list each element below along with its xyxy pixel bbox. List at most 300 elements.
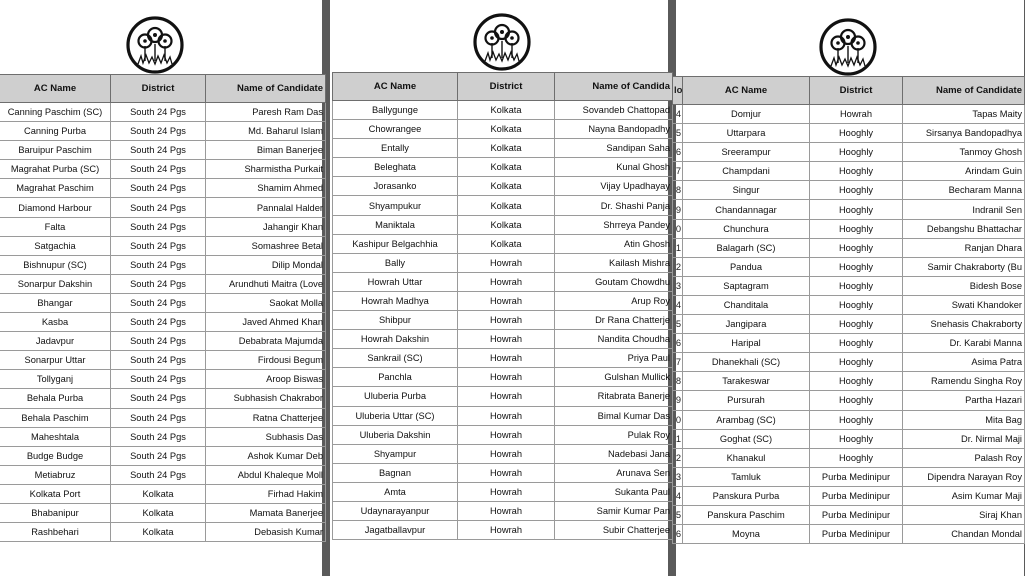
candidate-cell: Snehasis Chakraborty (903, 315, 1025, 334)
table-row (673, 486, 1025, 505)
table-row (333, 349, 673, 368)
candidate-cell: Atin Ghosh (555, 234, 673, 253)
table-row (0, 160, 326, 179)
candidate-cell: Chandan Mondal (903, 525, 1025, 544)
table-row (673, 295, 1025, 314)
row-number: 0 (673, 410, 683, 429)
row-number: 7 (673, 353, 683, 372)
ac-name-cell: Tamluk (683, 467, 810, 486)
table-row (0, 293, 326, 312)
ac-name-cell: Uttarpara (683, 124, 810, 143)
table-row (0, 179, 326, 198)
district-cell: Kolkata (458, 234, 555, 253)
candidate-cell: Subhasish Chakrabor (206, 389, 326, 408)
table-row (0, 313, 326, 332)
row-number: 1 (673, 238, 683, 257)
candidate-cell: Kailash Mishra (555, 253, 673, 272)
candidate-cell: Debangshu Bhattachar (903, 219, 1025, 238)
page-panel-1 (0, 0, 322, 576)
ac-name-cell: Chowrangee (333, 120, 458, 139)
candidate-cell: Shrreya Pandey (555, 215, 673, 234)
district-cell: South 24 Pgs (111, 351, 206, 370)
district-cell: Hooghly (810, 257, 903, 276)
district-cell: South 24 Pgs (111, 103, 206, 122)
candidate-cell: Mamata Banerjee (206, 503, 326, 522)
table-row (0, 484, 326, 503)
table-row (673, 467, 1025, 486)
candidate-cell: Sirsanya Bandopadhya (903, 124, 1025, 143)
district-cell: South 24 Pgs (111, 293, 206, 312)
district-cell: Kolkata (458, 101, 555, 120)
ac-name-cell: Satgachia (0, 236, 111, 255)
district-cell: Howrah (458, 311, 555, 330)
district-cell: South 24 Pgs (111, 313, 206, 332)
district-cell: South 24 Pgs (111, 389, 206, 408)
party-logo-icon (125, 15, 185, 75)
table-row (333, 120, 673, 139)
candidate-cell: Gulshan Mullick (555, 368, 673, 387)
candidate-cell: Pannalal Halder (206, 198, 326, 217)
district-cell: Hooghly (810, 181, 903, 200)
candidate-cell: Tanmoy Ghosh (903, 143, 1025, 162)
candidate-cell: Arunava Sen (555, 463, 673, 482)
ac-name-cell: Singur (683, 181, 810, 200)
ac-name-cell: Chanditala (683, 295, 810, 314)
ac-name-cell: Canning Paschim (SC) (0, 103, 111, 122)
ac-name-header: AC Name (683, 77, 810, 105)
ac-name-header: AC Name (333, 73, 458, 101)
table-row (333, 482, 673, 501)
row-number: 7 (673, 162, 683, 181)
ac-name-cell: Magrahat Paschim (0, 179, 111, 198)
district-cell: South 24 Pgs (111, 446, 206, 465)
ac-name-cell: Arambag (SC) (683, 410, 810, 429)
candidate-cell: Indranil Sen (903, 200, 1025, 219)
table-row (333, 253, 673, 272)
district-cell: Hooghly (810, 353, 903, 372)
party-logo-icon (818, 17, 878, 77)
ac-name-cell: Beleghata (333, 158, 458, 177)
table-row (333, 387, 673, 406)
district-header: District (458, 73, 555, 101)
table-row (333, 406, 673, 425)
row-number: 8 (673, 372, 683, 391)
district-cell: Howrah (458, 253, 555, 272)
district-cell: South 24 Pgs (111, 465, 206, 484)
table-row (0, 122, 326, 141)
ac-name-cell: Maheshtala (0, 427, 111, 446)
ac-name-cell: Saptagram (683, 276, 810, 295)
row-number: 6 (673, 525, 683, 544)
candidate-table-3 (672, 76, 1025, 544)
candidate-header: Name of Candidate (206, 75, 326, 103)
table-row (673, 372, 1025, 391)
ac-name-cell: Uluberia Purba (333, 387, 458, 406)
row-number: 9 (673, 200, 683, 219)
page-panel-2 (330, 0, 668, 576)
candidate-cell: Subir Chatterjee (555, 521, 673, 540)
table-row (333, 444, 673, 463)
district-cell: Kolkata (458, 158, 555, 177)
district-cell: Purba Medinipur (810, 525, 903, 544)
ac-name-cell: Shyampukur (333, 196, 458, 215)
table-row (333, 158, 673, 177)
candidate-cell: Asim Kumar Maji (903, 486, 1025, 505)
row-number: 8 (673, 181, 683, 200)
ac-name-cell: Behala Purba (0, 389, 111, 408)
row-number: 4 (673, 105, 683, 124)
page-panel-3 (676, 0, 1024, 576)
district-cell: South 24 Pgs (111, 427, 206, 446)
table-row (673, 429, 1025, 448)
table-row (673, 525, 1025, 544)
candidate-cell: Somashree Betal (206, 236, 326, 255)
candidate-cell: Nadebasi Jana (555, 444, 673, 463)
district-cell: South 24 Pgs (111, 141, 206, 160)
ac-name-cell: Metiabruz (0, 465, 111, 484)
table-row (333, 272, 673, 291)
table-row (673, 276, 1025, 295)
party-logo-icon (472, 12, 532, 72)
district-cell: Hooghly (810, 124, 903, 143)
candidate-cell: Samir Kumar Pan (555, 501, 673, 520)
row-number: 4 (673, 486, 683, 505)
ac-name-cell: Shyampur (333, 444, 458, 463)
table-row (673, 124, 1025, 143)
ac-name-cell: Kashipur Belgachhia (333, 234, 458, 253)
ac-name-cell: Panskura Purba (683, 486, 810, 505)
table-row (333, 177, 673, 196)
district-cell: Hooghly (810, 448, 903, 467)
table-row (333, 139, 673, 158)
candidate-cell: Tapas Maity (903, 105, 1025, 124)
district-cell: Kolkata (111, 503, 206, 522)
district-cell: Howrah (458, 482, 555, 501)
district-cell: South 24 Pgs (111, 255, 206, 274)
ac-name-cell: Dhanekhali (SC) (683, 353, 810, 372)
row-number: 0 (673, 219, 683, 238)
candidate-cell: Palash Roy (903, 448, 1025, 467)
ac-name-cell: Falta (0, 217, 111, 236)
district-cell: Howrah (458, 425, 555, 444)
table-row (0, 408, 326, 427)
candidate-cell: Firhad Hakim (206, 484, 326, 503)
candidate-cell: Debasish Kumar (206, 523, 326, 542)
candidate-cell: Ratna Chatterjee (206, 408, 326, 427)
district-cell: South 24 Pgs (111, 179, 206, 198)
ac-name-cell: Canning Purba (0, 122, 111, 141)
district-cell: Kolkata (111, 523, 206, 542)
table-row (0, 141, 326, 160)
candidate-cell: Sukanta Paul (555, 482, 673, 501)
ac-name-cell: Domjur (683, 105, 810, 124)
candidate-cell: Ashok Kumar Deb (206, 446, 326, 465)
district-cell: Purba Medinipur (810, 486, 903, 505)
district-cell: Hooghly (810, 315, 903, 334)
candidate-cell: Biman Banerjee (206, 141, 326, 160)
ac-name-cell: Pursurah (683, 391, 810, 410)
table-row (333, 368, 673, 387)
table-row (333, 291, 673, 310)
row-number: 5 (673, 124, 683, 143)
district-cell: Howrah (458, 368, 555, 387)
ac-name-cell: Sonarpur Dakshin (0, 274, 111, 293)
candidate-cell: Abdul Khaleque Moll (206, 465, 326, 484)
table-row (0, 332, 326, 351)
table-row (0, 370, 326, 389)
ac-name-cell: Tollyganj (0, 370, 111, 389)
row-number: 5 (673, 505, 683, 524)
district-cell: South 24 Pgs (111, 160, 206, 179)
row-number: 3 (673, 276, 683, 295)
ac-name-header: AC Name (0, 75, 111, 103)
ac-name-cell: Bagnan (333, 463, 458, 482)
table-row (673, 200, 1025, 219)
district-cell: Kolkata (458, 215, 555, 234)
table-row (0, 255, 326, 274)
ac-name-cell: Budge Budge (0, 446, 111, 465)
ac-name-cell: Jorasanko (333, 177, 458, 196)
district-cell: Hooghly (810, 200, 903, 219)
district-cell: Howrah (810, 105, 903, 124)
candidate-cell: Dilip Mondal (206, 255, 326, 274)
ac-name-cell: Panchla (333, 368, 458, 387)
row-number: 2 (673, 448, 683, 467)
district-cell: Hooghly (810, 391, 903, 410)
candidate-cell: Kunal Ghosh (555, 158, 673, 177)
ac-name-cell: Bally (333, 253, 458, 272)
district-cell: Howrah (458, 501, 555, 520)
district-cell: South 24 Pgs (111, 236, 206, 255)
ac-name-cell: Tarakeswar (683, 372, 810, 391)
district-cell: Kolkata (458, 139, 555, 158)
ac-name-cell: Howrah Dakshin (333, 330, 458, 349)
row-number: 6 (673, 334, 683, 353)
ac-name-cell: Diamond Harbour (0, 198, 111, 217)
district-cell: Hooghly (810, 429, 903, 448)
candidate-cell: Ramendu Singha Roy (903, 372, 1025, 391)
candidate-cell: Bidesh Bose (903, 276, 1025, 295)
table-header-row (0, 75, 326, 103)
ac-name-cell: Bhabanipur (0, 503, 111, 522)
candidate-cell: Pulak Roy (555, 425, 673, 444)
row-number: 6 (673, 143, 683, 162)
district-cell: Hooghly (810, 162, 903, 181)
table-row (673, 238, 1025, 257)
candidate-cell: Arup Roy (555, 291, 673, 310)
ac-name-cell: Jagatballavpur (333, 521, 458, 540)
candidate-cell: Arundhuti Maitra (Love (206, 274, 326, 293)
candidate-cell: Arindam Guin (903, 162, 1025, 181)
candidate-table-2 (332, 72, 673, 540)
table-row (0, 236, 326, 255)
district-cell: South 24 Pgs (111, 198, 206, 217)
ac-name-cell: Baruipur Paschim (0, 141, 111, 160)
district-cell: Kolkata (458, 120, 555, 139)
district-cell: Howrah (458, 521, 555, 540)
row-number: 1 (673, 429, 683, 448)
ac-name-cell: Kasba (0, 313, 111, 332)
table-row (0, 427, 326, 446)
district-cell: Howrah (458, 387, 555, 406)
district-cell: South 24 Pgs (111, 408, 206, 427)
ac-name-cell: Bhangar (0, 293, 111, 312)
table-row (673, 410, 1025, 429)
district-cell: Kolkata (111, 484, 206, 503)
candidate-cell: Nandita Choudha (555, 330, 673, 349)
district-cell: Howrah (458, 291, 555, 310)
candidate-cell: Asima Patra (903, 353, 1025, 372)
district-cell: Howrah (458, 406, 555, 425)
table-row (673, 105, 1025, 124)
candidate-cell: Priya Paul (555, 349, 673, 368)
district-header: District (111, 75, 206, 103)
table-row (0, 389, 326, 408)
candidate-cell: Samir Chakraborty (Bu (903, 257, 1025, 276)
candidate-cell: Paresh Ram Das (206, 103, 326, 122)
district-cell: Hooghly (810, 238, 903, 257)
table-row (0, 523, 326, 542)
ac-name-cell: Uluberia Dakshin (333, 425, 458, 444)
table-row (333, 101, 673, 120)
candidate-cell: Ranjan Dhara (903, 238, 1025, 257)
district-cell: Howrah (458, 272, 555, 291)
district-cell: Howrah (458, 330, 555, 349)
candidate-cell: Vijay Upadhayay (555, 177, 673, 196)
table-row (333, 425, 673, 444)
district-cell: Kolkata (458, 177, 555, 196)
candidate-cell: Goutam Chowdhu (555, 272, 673, 291)
ac-name-cell: Sreerampur (683, 143, 810, 162)
ac-name-cell: Moyna (683, 525, 810, 544)
table-row (333, 215, 673, 234)
row-number: 3 (673, 467, 683, 486)
candidate-cell: Dipendra Narayan Roy (903, 467, 1025, 486)
ac-name-cell: Sankrail (SC) (333, 349, 458, 368)
table-row (333, 521, 673, 540)
ac-name-cell: Bishnupur (SC) (0, 255, 111, 274)
number-header: lo (673, 77, 683, 105)
table-row (0, 217, 326, 236)
candidate-cell: Jahangir Khan (206, 217, 326, 236)
candidate-cell: Dr. Nirmal Maji (903, 429, 1025, 448)
ac-name-cell: Shibpur (333, 311, 458, 330)
candidate-cell: Ritabrata Banerje (555, 387, 673, 406)
candidate-cell: Swati Khandoker (903, 295, 1025, 314)
table-header-row (673, 77, 1025, 105)
table-row (333, 311, 673, 330)
ac-name-cell: Pandua (683, 257, 810, 276)
candidate-cell: Aroop Biswas (206, 370, 326, 389)
table-row (0, 446, 326, 465)
table-row (0, 198, 326, 217)
table-row (673, 315, 1025, 334)
candidate-cell: Md. Baharul Islam (206, 122, 326, 141)
table-row (673, 143, 1025, 162)
candidate-cell: Becharam Manna (903, 181, 1025, 200)
ac-name-cell: Chunchura (683, 219, 810, 238)
candidate-cell: Bimal Kumar Das (555, 406, 673, 425)
district-cell: South 24 Pgs (111, 370, 206, 389)
ac-name-cell: Panskura Paschim (683, 505, 810, 524)
ac-name-cell: Rashbehari (0, 523, 111, 542)
ac-name-cell: Chandannagar (683, 200, 810, 219)
table-row (673, 448, 1025, 467)
candidate-cell: Siraj Khan (903, 505, 1025, 524)
candidate-table-1 (0, 74, 326, 542)
candidate-cell: Dr. Shashi Panja (555, 196, 673, 215)
ac-name-cell: Maniktala (333, 215, 458, 234)
candidate-header: Name of Candida (555, 73, 673, 101)
district-cell: Howrah (458, 463, 555, 482)
candidate-cell: Javed Ahmed Khan (206, 313, 326, 332)
table-row (0, 503, 326, 522)
ac-name-cell: Khanakul (683, 448, 810, 467)
district-cell: Hooghly (810, 295, 903, 314)
candidate-cell: Mita Bag (903, 410, 1025, 429)
district-cell: South 24 Pgs (111, 122, 206, 141)
row-number: 9 (673, 391, 683, 410)
ac-name-cell: Jangipara (683, 315, 810, 334)
ac-name-cell: Entally (333, 139, 458, 158)
candidate-cell: Firdousi Begum (206, 351, 326, 370)
ac-name-cell: Behala Paschim (0, 408, 111, 427)
table-row (333, 196, 673, 215)
candidate-cell: Debabrata Majumda (206, 332, 326, 351)
district-cell: South 24 Pgs (111, 274, 206, 293)
table-row (673, 353, 1025, 372)
district-cell: Hooghly (810, 219, 903, 238)
candidate-cell: Subhasis Das (206, 427, 326, 446)
table-row (673, 219, 1025, 238)
ac-name-cell: Ballygunge (333, 101, 458, 120)
ac-name-cell: Champdani (683, 162, 810, 181)
table-row (673, 391, 1025, 410)
district-cell: Hooghly (810, 334, 903, 353)
candidate-header: Name of Candidate (903, 77, 1025, 105)
district-cell: Hooghly (810, 372, 903, 391)
district-cell: Purba Medinipur (810, 467, 903, 486)
table-row (673, 505, 1025, 524)
district-header: District (810, 77, 903, 105)
ac-name-cell: Balagarh (SC) (683, 238, 810, 257)
candidate-cell: Saokat Molla (206, 293, 326, 312)
candidate-cell: Sandipan Saha (555, 139, 673, 158)
candidate-cell: Dr Rana Chatterje (555, 311, 673, 330)
table-row (333, 501, 673, 520)
table-row (673, 334, 1025, 353)
candidate-cell: Sovandeb Chattopad (555, 101, 673, 120)
row-number: 4 (673, 295, 683, 314)
candidate-cell: Shamim Ahmed (206, 179, 326, 198)
district-cell: Kolkata (458, 196, 555, 215)
ac-name-cell: Haripal (683, 334, 810, 353)
candidate-cell: Partha Hazari (903, 391, 1025, 410)
ac-name-cell: Goghat (SC) (683, 429, 810, 448)
table-row (333, 234, 673, 253)
ac-name-cell: Udaynarayanpur (333, 501, 458, 520)
row-number: 2 (673, 257, 683, 276)
ac-name-cell: Jadavpur (0, 332, 111, 351)
table-row (333, 463, 673, 482)
district-cell: Howrah (458, 444, 555, 463)
district-cell: Hooghly (810, 143, 903, 162)
district-cell: South 24 Pgs (111, 332, 206, 351)
table-row (0, 103, 326, 122)
table-row (673, 257, 1025, 276)
table-row (0, 351, 326, 370)
table-row (333, 330, 673, 349)
